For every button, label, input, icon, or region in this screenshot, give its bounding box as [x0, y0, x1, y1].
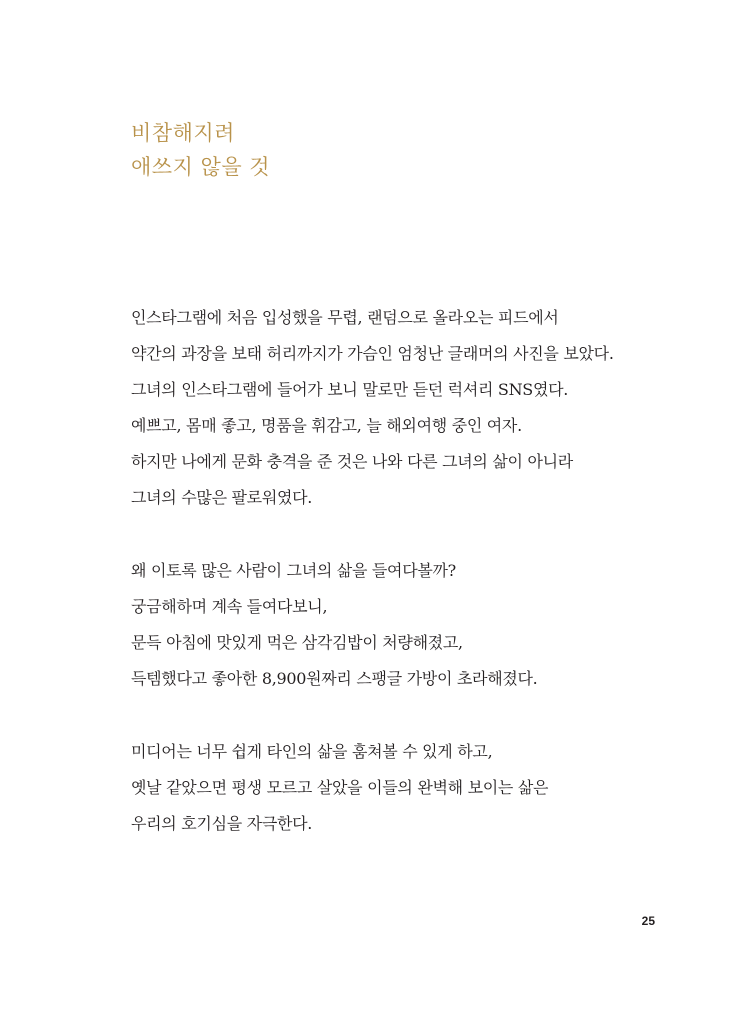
text-line: 그녀의 인스타그램에 들어가 보니 말로만 듣던 럭셔리 SNS였다.: [131, 380, 569, 399]
text-line: 득템했다고 좋아한 8,900원짜리 스팽글 가방이 초라해졌다.: [131, 669, 538, 688]
text-line: 인스타그램에 처음 입성했을 무렵, 랜덤으로 올라오는 피드에서: [131, 308, 559, 327]
text-line: 하지만 나에게 문화 충격을 준 것은 나와 다른 그녀의 삶이 아니라: [131, 452, 573, 471]
text-line: 예쁘고, 몸매 좋고, 명품을 휘감고, 늘 해외여행 중인 여자.: [131, 416, 522, 435]
text-line: 문득 아침에 맛있게 먹은 삼각김밥이 처량해졌고,: [131, 633, 463, 652]
text-line: 궁금해하며 계속 들여다보니,: [131, 597, 328, 616]
body-text: [131, 300, 691, 842]
text-line: 그녀의 수많은 팔로워였다.: [131, 488, 313, 507]
text-line: 약간의 과장을 보태 허리까지가 가슴인 엄청난 글래머의 사진을 보았다.: [131, 344, 614, 363]
chapter-title-line-1: 비참해지려: [131, 121, 235, 145]
page-number: 25: [641, 914, 655, 928]
paragraph-1: [131, 300, 691, 516]
paragraph-3: [131, 734, 691, 842]
text-line: 왜 이토록 많은 사람이 그녀의 삶을 들여다볼까?: [131, 561, 456, 580]
chapter-title-line-2: 애쓰지 않을 것: [131, 155, 271, 179]
chapter-title: [131, 116, 270, 184]
text-line: 옛날 같았으면 평생 모르고 살았을 이들의 완벽해 보이는 삶은: [131, 778, 549, 797]
text-line: 우리의 호기심을 자극한다.: [131, 814, 313, 833]
paragraph-2: [131, 553, 691, 697]
text-line: 미디어는 너무 쉽게 타인의 삶을 훔쳐볼 수 있게 하고,: [131, 742, 493, 761]
